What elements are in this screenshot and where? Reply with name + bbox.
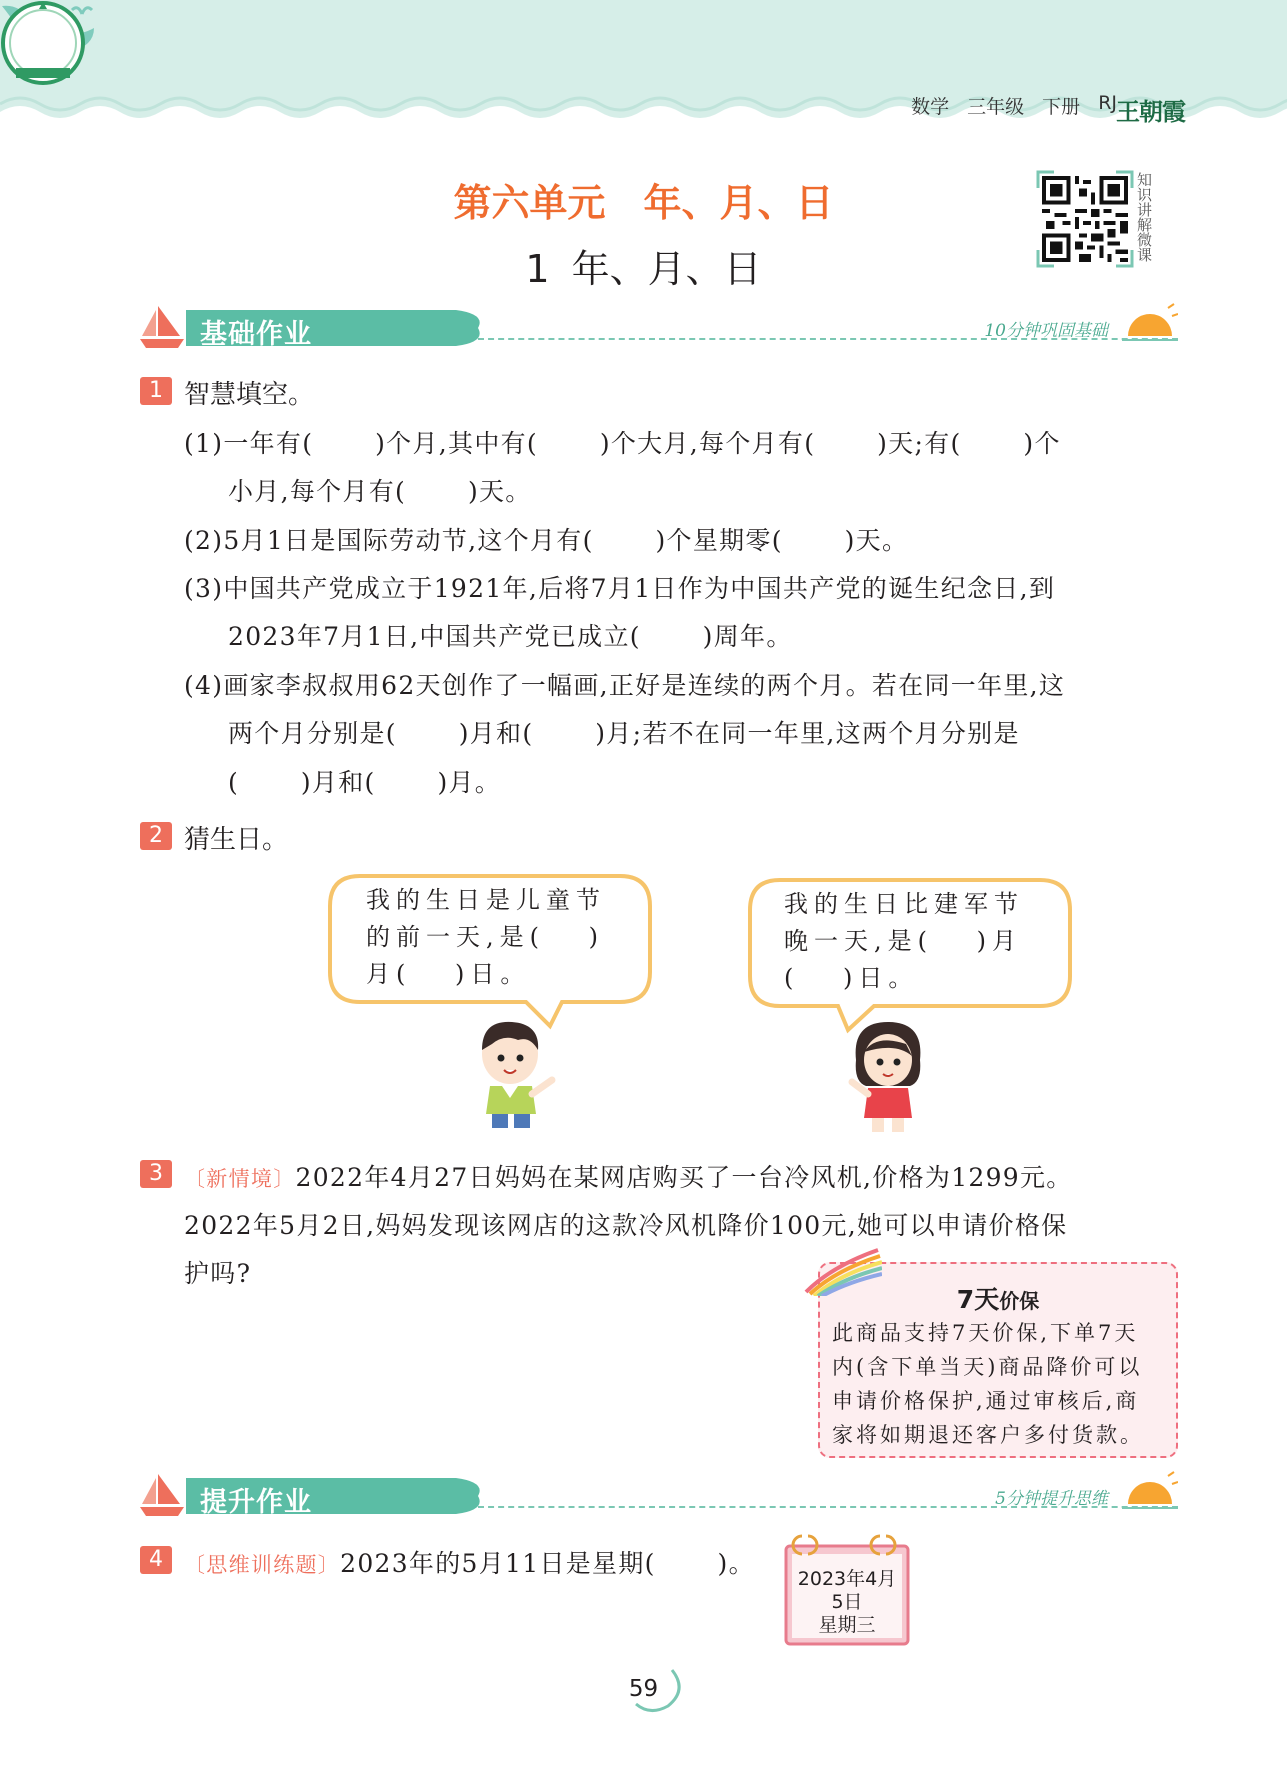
- question-2-number: 2: [140, 822, 172, 850]
- price-box-line: 申请价格保护,通过审核后,商: [832, 1389, 1140, 1413]
- question-4-number: 4: [140, 1546, 172, 1574]
- q3-tag: 〔新情境〕: [184, 1167, 296, 1191]
- calendar-line: 5日: [831, 1591, 863, 1613]
- section-advanced-bar: [138, 1470, 1178, 1520]
- price-box-line: 此商品支持7天价保,下单7天: [832, 1321, 1139, 1345]
- question-1-title: 智慧填空。: [184, 380, 315, 410]
- wave-decoration: [0, 0, 1287, 150]
- sailboat-icon: [138, 1470, 188, 1520]
- qr-code-icon[interactable]: [1042, 176, 1128, 262]
- q4-tag: 〔思维训练题〕: [184, 1553, 341, 1577]
- price-box-line: 家将如期退还客户多付货款。: [832, 1423, 1144, 1447]
- grade-label: 三年级: [967, 96, 1025, 118]
- bubble-line: 的前一天,是( ): [366, 923, 604, 951]
- lesson-name: 年、月、日: [571, 247, 762, 291]
- sunset-icon: [1122, 302, 1178, 344]
- edition-label: RJ: [1098, 92, 1117, 114]
- section-advanced-note: 5分钟提升思维: [995, 1489, 1108, 1509]
- volume-label: 下册: [1042, 96, 1081, 118]
- sunset-icon: [1122, 1470, 1178, 1512]
- section-advanced-title: 提升作业: [200, 1487, 312, 1518]
- bubble-left-text: [366, 882, 606, 993]
- q1-line: 小月,每个月有( )天。: [228, 477, 532, 506]
- brand-logo: [0, 0, 86, 86]
- bubble-line: ( )日。: [784, 964, 919, 992]
- price-box-text: [832, 1316, 1172, 1452]
- price-box-title-big: 7天: [956, 1285, 1000, 1314]
- unit-name: 第六单元: [453, 181, 606, 225]
- q3-line2: 2022年5月2日,妈妈发现该网店的这款冷风机降价100元,她可以申请价格保: [184, 1211, 1068, 1240]
- rainbow-icon: [802, 1246, 882, 1296]
- calendar-line: 2023年4月: [797, 1568, 897, 1590]
- q4-line: [184, 1544, 755, 1580]
- header-band: [0, 0, 1287, 150]
- logo-text: 王朝霞: [1116, 97, 1185, 126]
- q4-text: 2023年的5月11日是星期( )。: [340, 1549, 755, 1578]
- bubble-right-text: [784, 886, 1024, 997]
- bubble-line: 月( )日。: [366, 960, 531, 988]
- girl-illustration: [846, 1016, 936, 1134]
- lesson-number: 1: [525, 247, 550, 291]
- bubble-line: 我的生日比建军节: [784, 890, 1024, 918]
- subject-label: 数学: [911, 96, 950, 118]
- q1-line: (4)画家李叔叔用62天创作了一幅画,正好是连续的两个月。若在同一年里,这: [184, 671, 1066, 700]
- q3-line3: 护吗?: [184, 1259, 252, 1288]
- q1-line: 两个月分别是( )月和( )月;若不在同一年里,这两个月分别是: [228, 719, 1020, 748]
- boy-illustration: [474, 1014, 564, 1132]
- bubble-line: 我的生日是儿童节: [366, 886, 606, 914]
- question-1-number: 1: [140, 377, 172, 405]
- q1-line: (1)一年有( )个月,其中有( )个大月,每个月有( )天;有( )个: [184, 429, 1061, 458]
- price-box-line: 内(含下单当天)商品降价可以: [832, 1355, 1143, 1379]
- calendar-text: [782, 1568, 912, 1637]
- qr-label: 知识讲解微课: [1135, 172, 1153, 262]
- q1-line: ( )月和( )月。: [228, 768, 502, 797]
- question-3-number: 3: [140, 1160, 172, 1188]
- q3-line1: 2022年4月27日妈妈在某网店购买了一台冷风机,价格为1299元。: [295, 1163, 1073, 1192]
- page-number: 59: [628, 1676, 659, 1702]
- q1-line: (2)5月1日是国际劳动节,这个月有( )个星期零( )天。: [184, 526, 909, 555]
- unit-topic: 年、月、日: [643, 181, 834, 225]
- calendar-line: 星期三: [818, 1614, 876, 1636]
- q1-line: 2023年7月1日,中国共产党已成立( )周年。: [228, 622, 793, 651]
- section-basic-bar: [138, 302, 1178, 352]
- q3-line: [184, 1158, 1073, 1194]
- sailboat-icon: [138, 302, 188, 352]
- bubble-line: 晚一天,是( )月: [784, 927, 1022, 955]
- section-basic-note: 10分钟巩固基础: [984, 321, 1108, 341]
- header-info: [911, 92, 1117, 119]
- section-basic-title: 基础作业: [200, 319, 312, 350]
- q1-line: (3)中国共产党成立于1921年,后将7月1日作为中国共产党的诞生纪念日,到: [184, 574, 1056, 603]
- price-box-title-small: 价保: [999, 1289, 1040, 1313]
- question-2-title: 猜生日。: [184, 825, 289, 855]
